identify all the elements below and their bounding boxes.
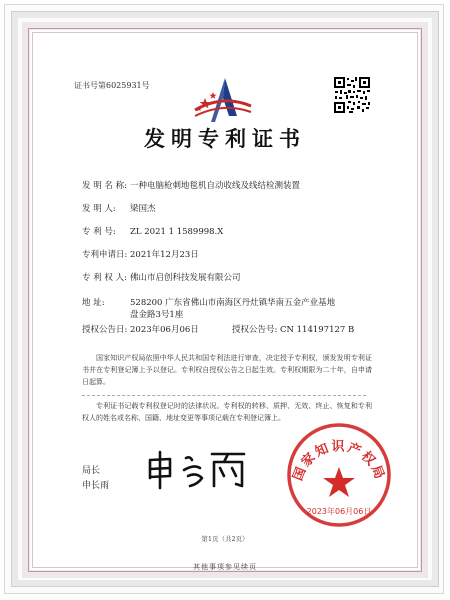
page-number: 第1页（共2页） xyxy=(201,535,249,543)
field-value: CN 114197127 B xyxy=(280,325,355,335)
field-value: 2021年12月23日 xyxy=(130,250,199,260)
statement-paragraph-1: 国家知识产权局依照中华人民共和国专利法进行审查，决定授予专利权，颁发发明专利证书并在专利登记簿上予以登记。专利权自授权公告之日起生效。专利权期限为二十年，自申请日起算。 xyxy=(82,354,372,386)
field-announcement-number xyxy=(232,323,354,335)
footer-note: 其他事项参见续页 xyxy=(193,563,257,571)
seal-agency-text: 国家知识产权局 xyxy=(290,439,388,483)
certificate-number: 证书号第6025931号 xyxy=(74,81,150,90)
field-patentee xyxy=(82,271,241,283)
field-value: 一种电脑枪刺地毯机自动收线及线结检测装置 xyxy=(130,181,301,191)
statement-paragraph-2: 专利证书记载专利权登记时的法律状况。专利权的转移、质押、无效、终止、恢复和专利权人的姓名或名称、国籍、地址变更等事项记载在专利登记簿上。 xyxy=(82,402,372,422)
field-address xyxy=(82,296,335,308)
field-label: 发 明 名 称: xyxy=(82,181,127,191)
divider xyxy=(82,395,366,397)
field-invention-name xyxy=(82,179,300,191)
address-line-2: 盘金路3号1座 xyxy=(130,310,184,320)
field-value: 2023年06月06日 xyxy=(130,325,199,335)
field-label: 专 利 权 人: xyxy=(82,273,127,283)
signatory-name: 申长雨 xyxy=(82,481,110,491)
field-grant-date xyxy=(82,323,199,335)
field-label: 发 明 人: xyxy=(82,204,116,214)
field-label: 专利申请日: xyxy=(82,250,128,260)
field-label: 专 利 号: xyxy=(82,227,116,237)
official-seal-icon xyxy=(284,420,394,530)
field-label: 授权公告号: xyxy=(232,325,278,335)
qr-code xyxy=(333,76,371,114)
field-label: 授权公告日: xyxy=(82,325,128,335)
field-value: 梁国杰 xyxy=(130,204,156,214)
cnipa-emblem-icon xyxy=(193,76,253,124)
field-value: ZL 2021 1 1589998.X xyxy=(130,227,224,237)
field-application-date xyxy=(82,248,199,260)
seal-date: 2023年06月06日 xyxy=(306,507,372,516)
field-inventor xyxy=(82,202,156,214)
field-label: 地 址: xyxy=(82,298,105,308)
signatory-title: 局长 xyxy=(82,466,101,476)
field-patent-number xyxy=(82,225,223,237)
certificate-title: 发明专利证书 xyxy=(144,126,306,151)
field-value: 佛山市启创科技发展有限公司 xyxy=(130,273,241,283)
address-line-1: 528200 广东省佛山市南海区丹灶镇华南五金产业基地 xyxy=(130,298,336,308)
handwritten-signature xyxy=(140,448,250,490)
